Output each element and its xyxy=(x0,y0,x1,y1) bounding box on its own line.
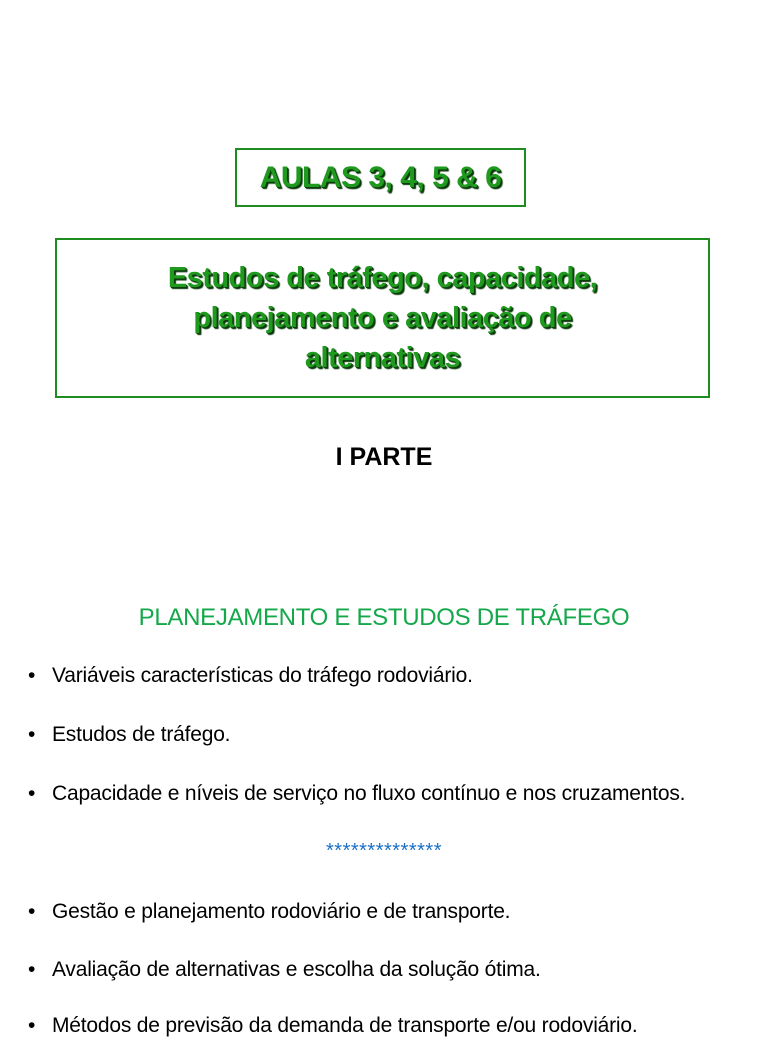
list-item xyxy=(28,958,758,982)
list-item xyxy=(28,900,758,924)
bullet-dot: • xyxy=(28,958,36,981)
list-item-text: Avaliação de alternativas e escolha da solução ótima. xyxy=(52,958,541,981)
list-item-text: Métodos de previsão da demanda de transporte e/ou rodoviário. xyxy=(52,1014,638,1037)
separator-asterisks: ************** xyxy=(326,840,442,862)
lessons-title: AULAS 3, 4, 5 & 6 xyxy=(259,160,502,194)
topic-title-line-1: Estudos de tráfego, capacidade, xyxy=(167,262,598,294)
list-item xyxy=(28,1014,758,1038)
bullet-dot: • xyxy=(28,900,36,923)
list-item-text: Gestão e planejamento rodoviário e de transporte. xyxy=(52,900,511,923)
list-item xyxy=(28,782,758,806)
bullet-dot: • xyxy=(28,1014,36,1037)
list-item-text: Estudos de tráfego. xyxy=(52,723,231,746)
bullet-dot: • xyxy=(28,723,36,746)
part-label: I PARTE xyxy=(335,443,433,471)
bullet-dot: • xyxy=(28,664,36,687)
lessons-title-box xyxy=(235,148,526,207)
list-item xyxy=(28,664,758,688)
list-item-text: Variáveis características do tráfego rodoviário. xyxy=(52,664,473,687)
topic-title-box xyxy=(55,238,710,398)
bullet-dot: • xyxy=(28,782,36,805)
topic-title xyxy=(138,258,627,378)
list-item xyxy=(28,723,758,747)
topic-title-line-3: alternativas xyxy=(304,342,461,374)
topic-title-line-2: planejamento e avaliação de xyxy=(193,302,572,334)
list-item-text: Capacidade e níveis de serviço no fluxo contínuo e nos cruzamentos. xyxy=(52,782,686,805)
section-heading: PLANEJAMENTO E ESTUDOS DE TRÁFEGO xyxy=(138,604,630,631)
